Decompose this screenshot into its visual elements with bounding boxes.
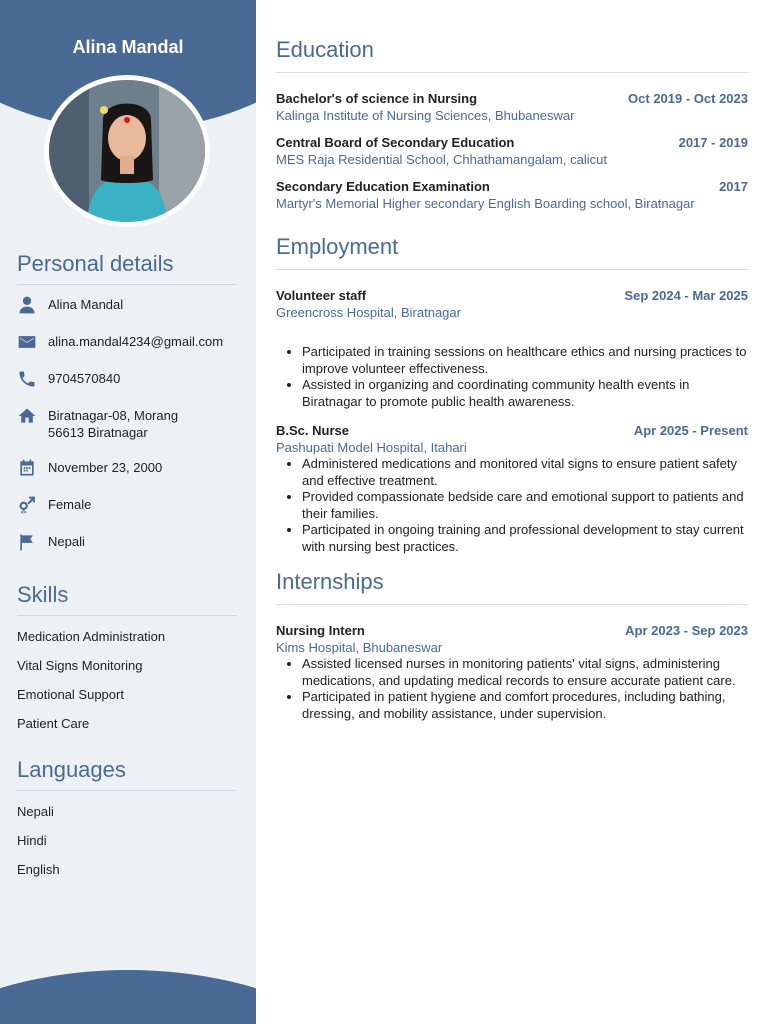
entry-bullets xyxy=(276,656,748,722)
home-icon xyxy=(17,406,37,426)
bullet-item: • Provided compassionate bedside care and emotional support to patients and their families. xyxy=(302,489,748,522)
languages-heading: Languages xyxy=(17,757,237,791)
employment-heading: Employment xyxy=(276,234,748,270)
skill-item: Medication Administration xyxy=(17,629,166,644)
entry-title: Volunteer staff xyxy=(276,288,367,303)
skills-list xyxy=(17,628,237,732)
skill-item: Patient Care xyxy=(17,716,90,731)
sidebar xyxy=(0,0,256,1024)
employment-entry xyxy=(276,288,748,410)
entry-date: 2017 - 2019 xyxy=(678,135,748,150)
detail-email xyxy=(17,332,237,352)
detail-address xyxy=(17,406,237,441)
calendar-icon xyxy=(17,458,37,478)
internship-entry xyxy=(276,623,748,722)
bullet-item: • Assisted in organizing and coordinating community health events in Biratnagar to promote public health awareness. xyxy=(302,377,748,410)
profile-name: Alina Mandal xyxy=(72,37,184,57)
bullet-item: • Participated in training sessions on healthcare ethics and nursing practices to improve volunteer effectiveness. xyxy=(302,344,748,377)
detail-name-text: Alina Mandal xyxy=(48,297,124,312)
bullet-item: • Participated in ongoing training and professional development to stay current with nursing best practices. xyxy=(302,522,748,555)
person-icon xyxy=(17,295,37,315)
education-section xyxy=(276,37,748,211)
internships-heading: Internships xyxy=(276,569,748,605)
address-line-1: Biratnagar-08, Morang xyxy=(48,408,179,423)
personal-details-heading: Personal details xyxy=(17,251,237,285)
employment-section xyxy=(276,234,748,555)
detail-phone-text[interactable]: 9704570840 xyxy=(48,371,121,386)
entry-title: Central Board of Secondary Education xyxy=(276,135,515,150)
employment-entry xyxy=(276,423,748,555)
footer-band xyxy=(0,970,256,1024)
detail-nationality-text: Nepali xyxy=(48,534,85,549)
detail-gender-text: Female xyxy=(48,497,92,512)
bullet-item: • Assisted licensed nurses in monitoring patients' vital signs, administering medications, and updating medical records to ensure accurate patient care. xyxy=(302,656,748,689)
phone-icon xyxy=(17,369,37,389)
gender-icon xyxy=(17,495,37,515)
languages-list xyxy=(17,803,237,878)
education-entry xyxy=(276,91,748,123)
education-heading: Education xyxy=(276,37,748,73)
detail-address-text xyxy=(48,406,178,441)
entry-org: Kalinga Institute of Nursing Sciences, Bhubaneswar xyxy=(276,108,575,123)
detail-email-text[interactable]: alina.mandal4234@gmail.com xyxy=(48,334,224,349)
flag-icon xyxy=(17,532,37,552)
entry-org: Pashupati Model Hospital, Itahari xyxy=(276,440,467,455)
detail-name xyxy=(17,295,237,315)
entry-org: Martyr's Memorial Higher secondary English Boarding school, Biratnagar xyxy=(276,196,695,211)
profile-photo xyxy=(44,75,210,227)
detail-phone xyxy=(17,369,237,389)
detail-gender xyxy=(17,495,237,515)
entry-org: MES Raja Residential School, Chhathamangalam, calicut xyxy=(276,152,607,167)
entry-date: Apr 2025 - Present xyxy=(633,423,748,438)
entry-title: B.Sc. Nurse xyxy=(276,423,349,438)
entry-bullets xyxy=(276,344,748,410)
skill-item: Emotional Support xyxy=(17,687,124,702)
education-entry xyxy=(276,179,748,211)
entry-bullets xyxy=(276,456,748,555)
language-item: English xyxy=(17,862,60,877)
detail-birthdate xyxy=(17,458,237,478)
bullet-item: • Participated in patient hygiene and comfort procedures, including bathing, dressing, and mobility assistance, under supervision. xyxy=(302,689,748,722)
entry-date: 2017 xyxy=(719,179,748,194)
skill-item: Vital Signs Monitoring xyxy=(17,658,143,673)
education-entry xyxy=(276,135,748,167)
entry-org: Greencross Hospital, Biratnagar xyxy=(276,305,461,320)
languages-section xyxy=(17,757,237,890)
entry-title: Secondary Education Examination xyxy=(276,179,490,194)
entry-title: Bachelor's of science in Nursing xyxy=(276,91,478,106)
entry-org: Kims Hospital, Bhubaneswar xyxy=(276,640,443,655)
skills-section xyxy=(17,582,237,744)
detail-nationality xyxy=(17,532,237,552)
entry-date: Sep 2024 - Mar 2025 xyxy=(624,288,748,303)
bullet-item: • Administered medications and monitored vital signs to ensure patient safety and effective treatment. xyxy=(302,456,748,489)
detail-birthdate-text: November 23, 2000 xyxy=(48,460,163,475)
email-icon xyxy=(17,332,37,352)
skills-heading: Skills xyxy=(17,582,237,616)
internships-section xyxy=(276,569,748,722)
address-line-2: 56613 Biratnagar xyxy=(48,425,148,440)
entry-date: Oct 2019 - Oct 2023 xyxy=(628,91,748,106)
personal-details-list xyxy=(17,295,237,552)
entry-title: Nursing Intern xyxy=(276,623,365,638)
language-item: Nepali xyxy=(17,804,54,819)
language-item: Hindi xyxy=(17,833,47,848)
personal-details-section xyxy=(17,251,237,569)
entry-date: Apr 2023 - Sep 2023 xyxy=(625,623,748,638)
